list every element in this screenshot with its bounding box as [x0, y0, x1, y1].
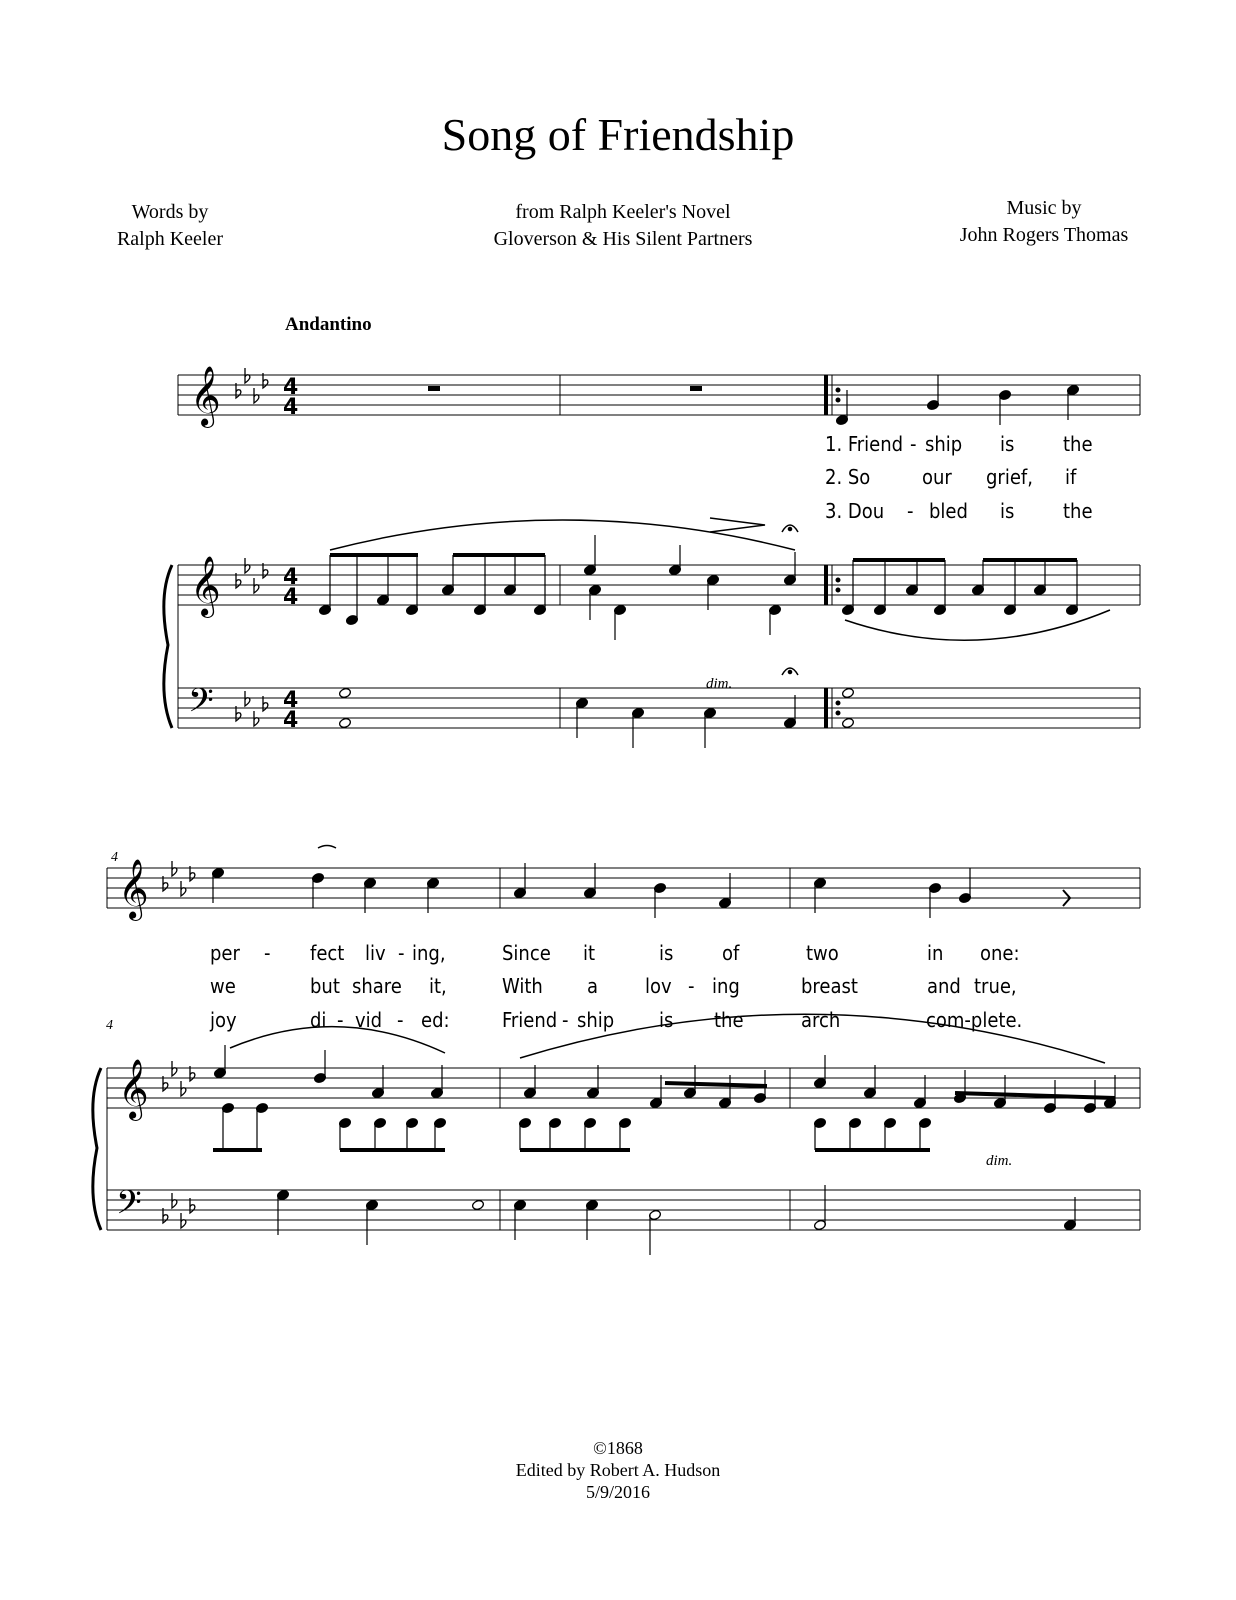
source-credit-line2: Gloverson & His Silent Partners — [493, 228, 753, 250]
lyric: Since — [502, 941, 551, 965]
lyric: - — [907, 499, 914, 523]
music-credit-label: Music by — [1006, 197, 1082, 219]
lyric: - — [910, 432, 917, 456]
lyric: With — [502, 974, 543, 998]
dynamic-dim: dim. — [706, 676, 733, 692]
lyric: per — [210, 941, 240, 965]
system-brace — [93, 1068, 101, 1230]
lyric: 2. So — [825, 465, 871, 489]
lyric: ship — [577, 1008, 615, 1032]
lyric: fect — [310, 941, 345, 965]
lyric: grief, — [986, 465, 1033, 489]
lyric: is — [1000, 432, 1015, 456]
note-head — [841, 687, 854, 698]
lyric: - — [264, 941, 271, 965]
time-sig-top: 4 — [283, 565, 299, 590]
beam — [665, 1083, 767, 1086]
lyric: is — [659, 1008, 674, 1032]
lyric: if — [1065, 465, 1077, 489]
lyric: ship — [925, 432, 963, 456]
bass-clef: 𝄢 — [116, 1184, 142, 1230]
lyric: breast — [801, 974, 858, 998]
lyric: the — [1063, 499, 1093, 523]
treble-clef: 𝄞 — [190, 556, 221, 616]
time-sig-bottom: 4 — [283, 395, 299, 420]
edit-date: 5/9/2016 — [585, 1482, 650, 1502]
lyric: share — [352, 974, 402, 998]
beam — [955, 1093, 1115, 1098]
dynamic-dim: dim. — [986, 1153, 1013, 1169]
source-credit-line1: from Ralph Keeler's Novel — [515, 201, 731, 223]
note-head — [338, 717, 351, 728]
lyric: but — [310, 974, 340, 998]
lyric: liv — [365, 941, 386, 965]
time-sig-top: 4 — [283, 375, 299, 400]
song-title: Song of Friendship — [441, 109, 795, 160]
lyric: one: — [980, 941, 1020, 965]
lyric: it, — [429, 974, 447, 998]
lyric: ed: — [421, 1008, 450, 1032]
lyric: com-plete. — [926, 1008, 1023, 1032]
repeat-dot — [836, 398, 840, 402]
note-head — [338, 687, 351, 698]
lyric: bled — [929, 499, 968, 523]
repeat-dot — [836, 578, 840, 582]
lyric: - — [688, 974, 695, 998]
system-brace — [164, 565, 172, 728]
time-sig-bottom: 4 — [283, 708, 299, 733]
lyric: ing — [712, 974, 740, 998]
lyric: - — [337, 1008, 344, 1032]
slur — [318, 846, 336, 849]
lyricist-name: Ralph Keeler — [116, 228, 224, 250]
lyric: Friend — [502, 1008, 558, 1032]
treble-clef: 𝄞 — [190, 366, 221, 426]
lyric: - — [397, 1008, 404, 1032]
measure-number-piano: 4 — [106, 1018, 113, 1033]
time-sig-bottom: 4 — [283, 585, 299, 610]
lyric: arch — [801, 1008, 841, 1032]
lyric: is — [659, 941, 674, 965]
footer — [0, 1437, 1236, 1503]
lyric: 1. Friend — [825, 432, 904, 456]
lyric: - — [562, 1008, 569, 1032]
lyric: and — [927, 974, 961, 998]
lyric: in — [927, 941, 944, 965]
lyric: lov — [645, 974, 672, 998]
repeat-dot — [836, 588, 840, 592]
lyric: - — [398, 941, 405, 965]
repeat-dot — [836, 711, 840, 715]
lyric: 3. Dou — [825, 499, 885, 523]
lyric: our — [922, 465, 952, 489]
lyric: a — [587, 974, 599, 998]
copyright-year: ©1868 — [593, 1438, 643, 1458]
composer-name: John Rogers Thomas — [959, 224, 1129, 246]
accent-hairpin — [710, 518, 765, 532]
note-head — [471, 1199, 484, 1210]
lyric: two — [806, 941, 839, 965]
lyric: we — [210, 974, 236, 998]
note-head — [841, 717, 854, 728]
lyric: the — [714, 1008, 744, 1032]
lyric: of — [722, 941, 740, 965]
slur — [330, 520, 795, 550]
lyric: vid — [355, 1008, 383, 1032]
measure-number: 4 — [111, 850, 118, 865]
fermata-dot — [788, 527, 792, 531]
treble-clef: 𝄞 — [118, 1059, 149, 1119]
lyric: the — [1063, 432, 1093, 456]
treble-clef: 𝄞 — [118, 859, 149, 919]
lyric: ing, — [412, 941, 446, 965]
repeat-dot — [836, 388, 840, 392]
whole-rest — [428, 386, 440, 391]
words-credit-label: Words by — [131, 201, 209, 223]
bass-clef: 𝄢 — [188, 682, 214, 728]
time-sig-top: 4 — [283, 688, 299, 713]
lyric: it — [583, 941, 596, 965]
lyric: true, — [974, 974, 1017, 998]
lyric: joy — [210, 1008, 237, 1032]
repeat-dot — [836, 701, 840, 705]
lyric: is — [1000, 499, 1015, 523]
editor-credit: Edited by Robert A. Hudson — [515, 1460, 721, 1480]
tempo-marking: Andantino — [285, 314, 372, 335]
whole-rest — [690, 386, 702, 391]
lyric: di — [310, 1008, 327, 1032]
fermata-dot — [788, 670, 792, 674]
